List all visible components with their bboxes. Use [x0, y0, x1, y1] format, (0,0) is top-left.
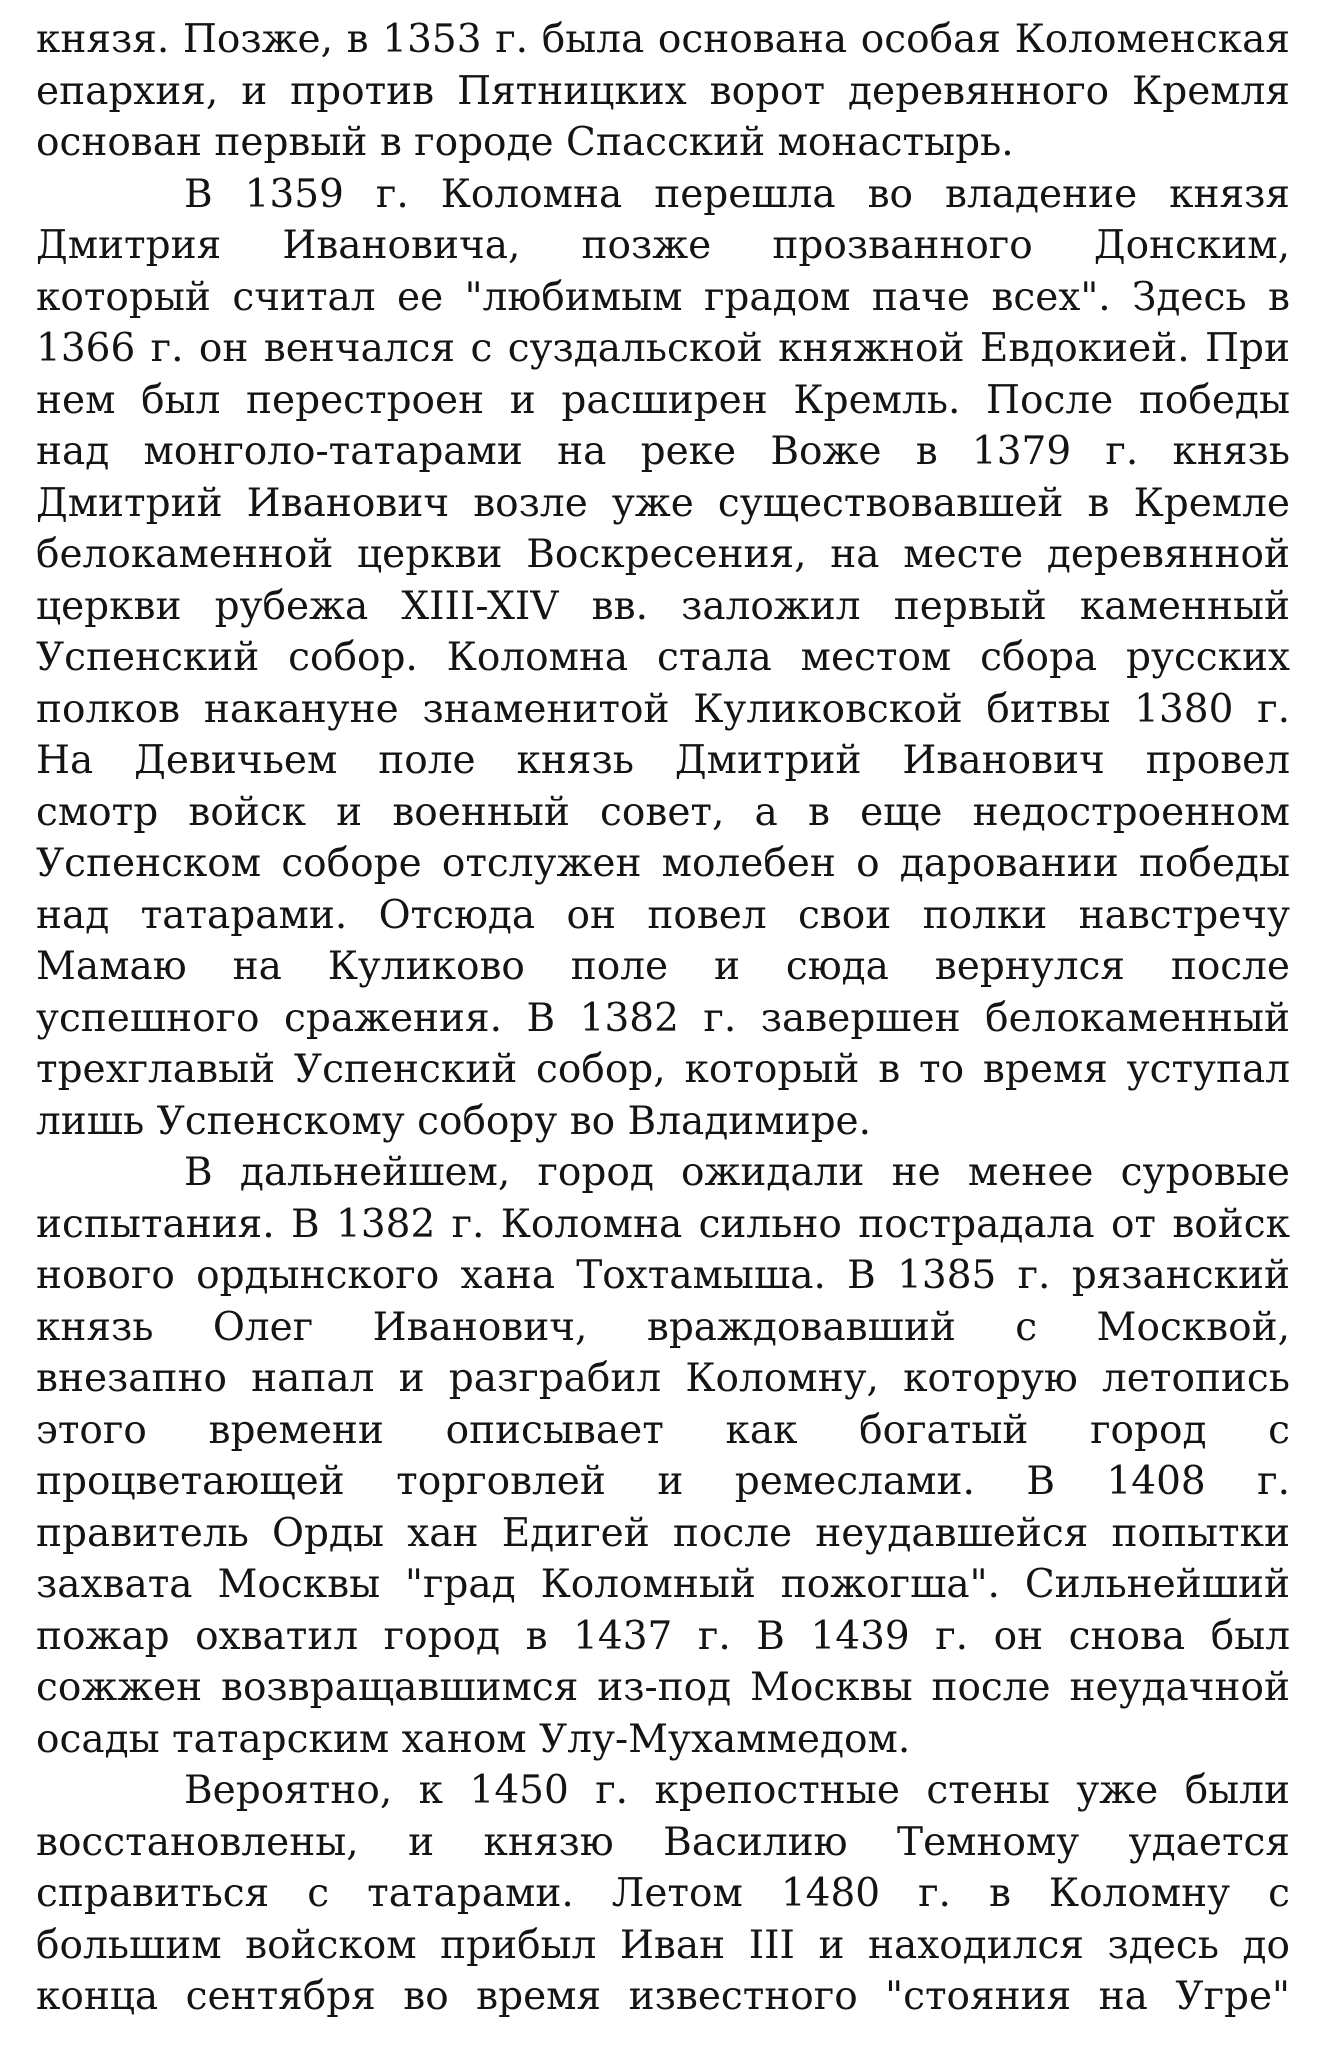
- text-line: В 1359 г. Коломна перешла во владение князя: [184, 171, 1290, 217]
- text-line: князя. Позже, в 1353 г. была основана особая Коломенская: [36, 17, 1290, 62]
- text-line: осады татарским ханом Улу-Мухаммедом.: [36, 1716, 911, 1762]
- text-line: этого времени описывает как богатый город с: [36, 1407, 1290, 1453]
- text-line: процветающей торговлей и ремеслами. В 1408 г.: [36, 1459, 1290, 1504]
- text-line: испытания. В 1382 г. Коломна сильно пострадала от войск: [36, 1201, 1290, 1247]
- paragraph: [36, 1765, 1290, 2023]
- text-line: Мамаю на Куликово поле и сюда вернулся после: [36, 944, 1290, 989]
- text-line: большим войском прибыл Иван III и находился здесь до: [36, 1922, 1290, 1968]
- text-line: князь Олег Иванович, враждовавший с Москвой,: [36, 1304, 1290, 1350]
- text-line: лишь Успенскому собору во Владимире.: [36, 1098, 872, 1144]
- text-line: В дальнейшем, город ожидали не менее суровые: [184, 1150, 1290, 1195]
- text-line: над татарами. Отсюда он повел свои полки навстречу: [36, 892, 1290, 938]
- text-line: нем был перестроен и расширен Кремль. После победы: [36, 377, 1290, 423]
- text-line: справиться с татарами. Летом 1480 г. в Коломну с: [36, 1871, 1290, 1916]
- text-line: смотр войск и военный совет, а в еще недостроенном: [36, 789, 1290, 835]
- text-line: успешного сражения. В 1382 г. завершен белокаменный: [36, 995, 1290, 1041]
- text-line: трехглавый Успенский собор, который в то время уступал: [36, 1047, 1290, 1092]
- text-line: Вероятно, к 1450 г. крепостные стены уже были: [184, 1768, 1290, 1813]
- text-line: нового ордынского хана Тохтамыша. В 1385 г. рязанский: [36, 1253, 1290, 1298]
- text-line: захвата Москвы "град Коломный пожогша". Сильнейший: [36, 1562, 1290, 1607]
- text-line: церкви рубежа XIII-XIV вв. заложил первый каменный: [36, 583, 1290, 629]
- text-line: епархия, и против Пятницких ворот деревянного Кремля: [36, 68, 1290, 114]
- text-line: 1366 г. он венчался с суздальской княжной Евдокией. При: [36, 326, 1290, 371]
- text-line: над монголо-татарами на реке Воже в 1379 г. князь: [36, 429, 1290, 474]
- text-line: основан первый в городе Спасский монастырь.: [36, 120, 1014, 165]
- text-line: На Девичьем поле князь Дмитрий Иванович провел: [36, 738, 1290, 783]
- text-line: белокаменной церкви Воскресения, на месте деревянной: [36, 532, 1290, 577]
- paragraph: [36, 14, 1290, 169]
- text-line: внезапно напал и разграбил Коломну, которую летопись: [36, 1356, 1290, 1401]
- text-line: Дмитрия Ивановича, позже прозванного Донским,: [36, 223, 1290, 268]
- text-line: конца сентября во время известного "стояния на Угре": [36, 1974, 1290, 2019]
- text-line: пожар охватил город в 1437 г. В 1439 г. он снова был: [36, 1613, 1290, 1659]
- paragraph: [36, 1147, 1290, 1765]
- text-line: Дмитрий Иванович возле уже существовавшей в Кремле: [36, 480, 1290, 526]
- text-line: Успенский собор. Коломна стала местом сбора русских: [36, 635, 1290, 680]
- text-line: полков накануне знаменитой Куликовской битвы 1380 г.: [36, 686, 1290, 732]
- text-line: восстановлены, и князю Василию Темному удается: [36, 1819, 1290, 1865]
- text-line: правитель Орды хан Едигей после неудавшейся попытки: [36, 1510, 1290, 1556]
- paragraph: [36, 169, 1290, 1148]
- document-page: [36, 14, 1290, 2023]
- text-line: Успенском соборе отслужен молебен о даровании победы: [36, 841, 1290, 886]
- text-line: сожжен возвращавшимся из-под Москвы после неудачной: [36, 1665, 1290, 1710]
- text-line: который считал ее "любимым градом паче всех". Здесь в: [36, 274, 1290, 320]
